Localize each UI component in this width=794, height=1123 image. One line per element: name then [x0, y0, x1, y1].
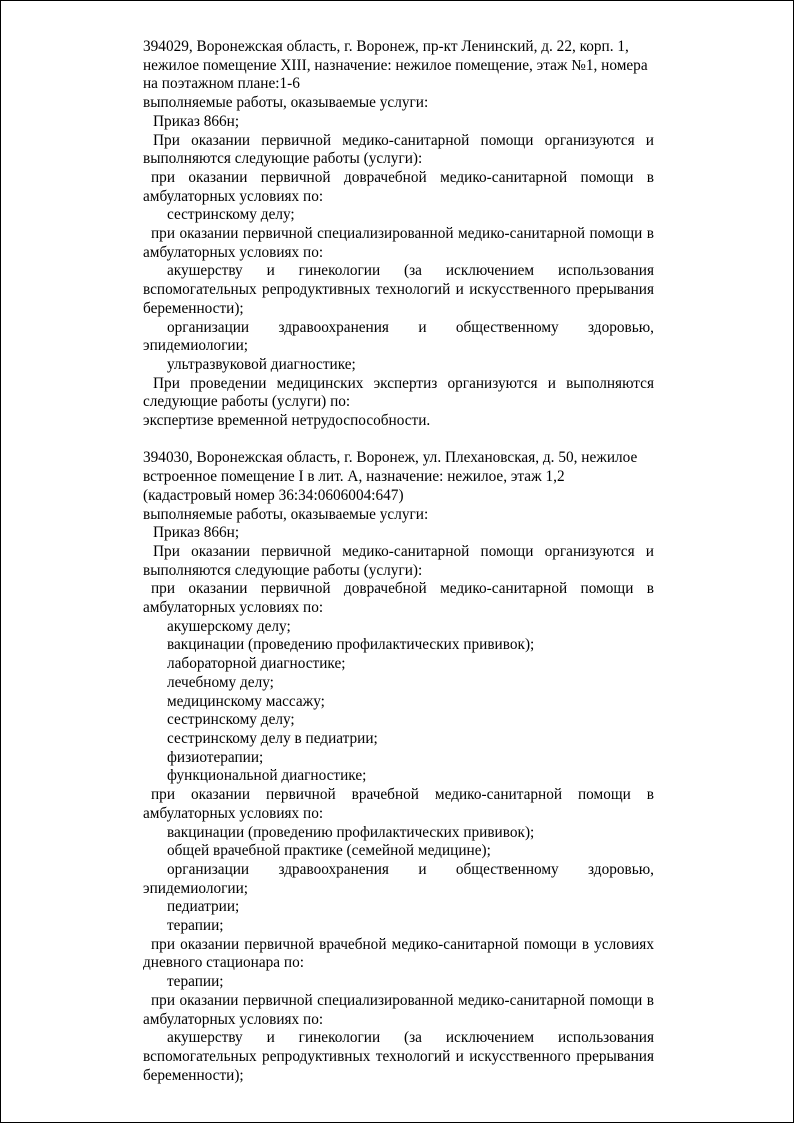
- paragraph: при оказании первичной специализированной медико-санитарной помощи в амбулаторных условиях по:: [143, 991, 654, 1028]
- paragraph: 394030, Воронежская область, г. Воронеж, ул. Плехановская, д. 50, нежилое встроенное помещение I в лит. А, назначение: нежилое, этаж 1,2 (кадастровый номер 36:34:0606004:647): [143, 449, 638, 504]
- paragraph: общей врачебной практике (семейной медицине);: [167, 842, 491, 860]
- paragraph: медицинскому массажу;: [167, 692, 325, 710]
- paragraph: функциональной диагностике;: [167, 767, 367, 785]
- document-block: [143, 38, 654, 431]
- paragraph: организации здравоохранения и общественному здоровью, эпидемиологии;: [143, 318, 654, 355]
- paragraph: акушерству и гинекологии (за исключением использования вспомогательных репродуктивных технологий и искусственного прерывания беременности);: [143, 1029, 654, 1084]
- paragraph: ультразвуковой диагностике;: [167, 355, 356, 373]
- paragraph: экспертизе временной нетрудоспособности.: [143, 412, 431, 430]
- paragraph: при оказании первичной доврачебной медико-санитарной помощи в амбулаторных условиях по:: [143, 168, 654, 205]
- paragraph: лечебному делу;: [167, 673, 274, 691]
- paragraph: вакцинации (проведению профилактических прививок);: [167, 636, 535, 654]
- paragraph: педиатрии;: [167, 898, 240, 916]
- paragraph: физиотерапии;: [167, 748, 264, 766]
- paragraph: акушерству и гинекологии (за исключением использования вспомогательных репродуктивных технологий и искусственного прерывания беременности);: [143, 262, 654, 317]
- paragraph: при оказании первичной врачебной медико-санитарной помощи в условиях дневного стационара по:: [143, 935, 654, 972]
- paragraph: сестринскому делу;: [167, 206, 295, 224]
- paragraph: выполняемые работы, оказываемые услуги:: [143, 505, 429, 523]
- document-text: [143, 38, 654, 1085]
- paragraph: Приказ 866н;: [153, 112, 240, 130]
- paragraph: терапии;: [167, 973, 224, 991]
- paragraph: При оказании первичной медико-санитарной помощи организуются и выполняются следующие работы (услуги):: [143, 542, 654, 579]
- paragraph: 394029, Воронежская область, г. Воронеж, пр-кт Ленинский, д. 22, корп. 1, нежилое помещение XIII, назначение: нежилое помещение, этаж №1, номера на поэтажном плане:1-6: [143, 38, 648, 93]
- paragraph: При оказании первичной медико-санитарной помощи организуются и выполняются следующие работы (услуги):: [143, 131, 654, 168]
- paragraph: при оказании первичной врачебной медико-санитарной помощи в амбулаторных условиях по:: [143, 786, 654, 822]
- document-block: [143, 449, 654, 1085]
- paragraph: при оказании первичной доврачебной медико-санитарной помощи в амбулаторных условиях по:: [143, 580, 654, 617]
- paragraph: выполняемые работы, оказываемые услуги:: [143, 94, 429, 112]
- paragraph: сестринскому делу в педиатрии;: [167, 730, 378, 747]
- paragraph: Приказ 866н;: [153, 524, 240, 542]
- paragraph: организации здравоохранения и общественному здоровью, эпидемиологии;: [143, 860, 654, 897]
- paragraph: акушерскому делу;: [167, 617, 291, 635]
- paragraph: лабораторной диагностике;: [167, 655, 346, 673]
- paragraph: вакцинации (проведению профилактических прививок);: [167, 823, 535, 841]
- paragraph: сестринскому делу;: [167, 711, 295, 729]
- paragraph: при оказании первичной специализированной медико-санитарной помощи в амбулаторных условиях по:: [143, 225, 654, 261]
- paragraph: терапии;: [167, 917, 224, 935]
- paragraph: При проведении медицинских экспертиз организуются и выполняются следующие работы (услуги) по:: [143, 374, 654, 411]
